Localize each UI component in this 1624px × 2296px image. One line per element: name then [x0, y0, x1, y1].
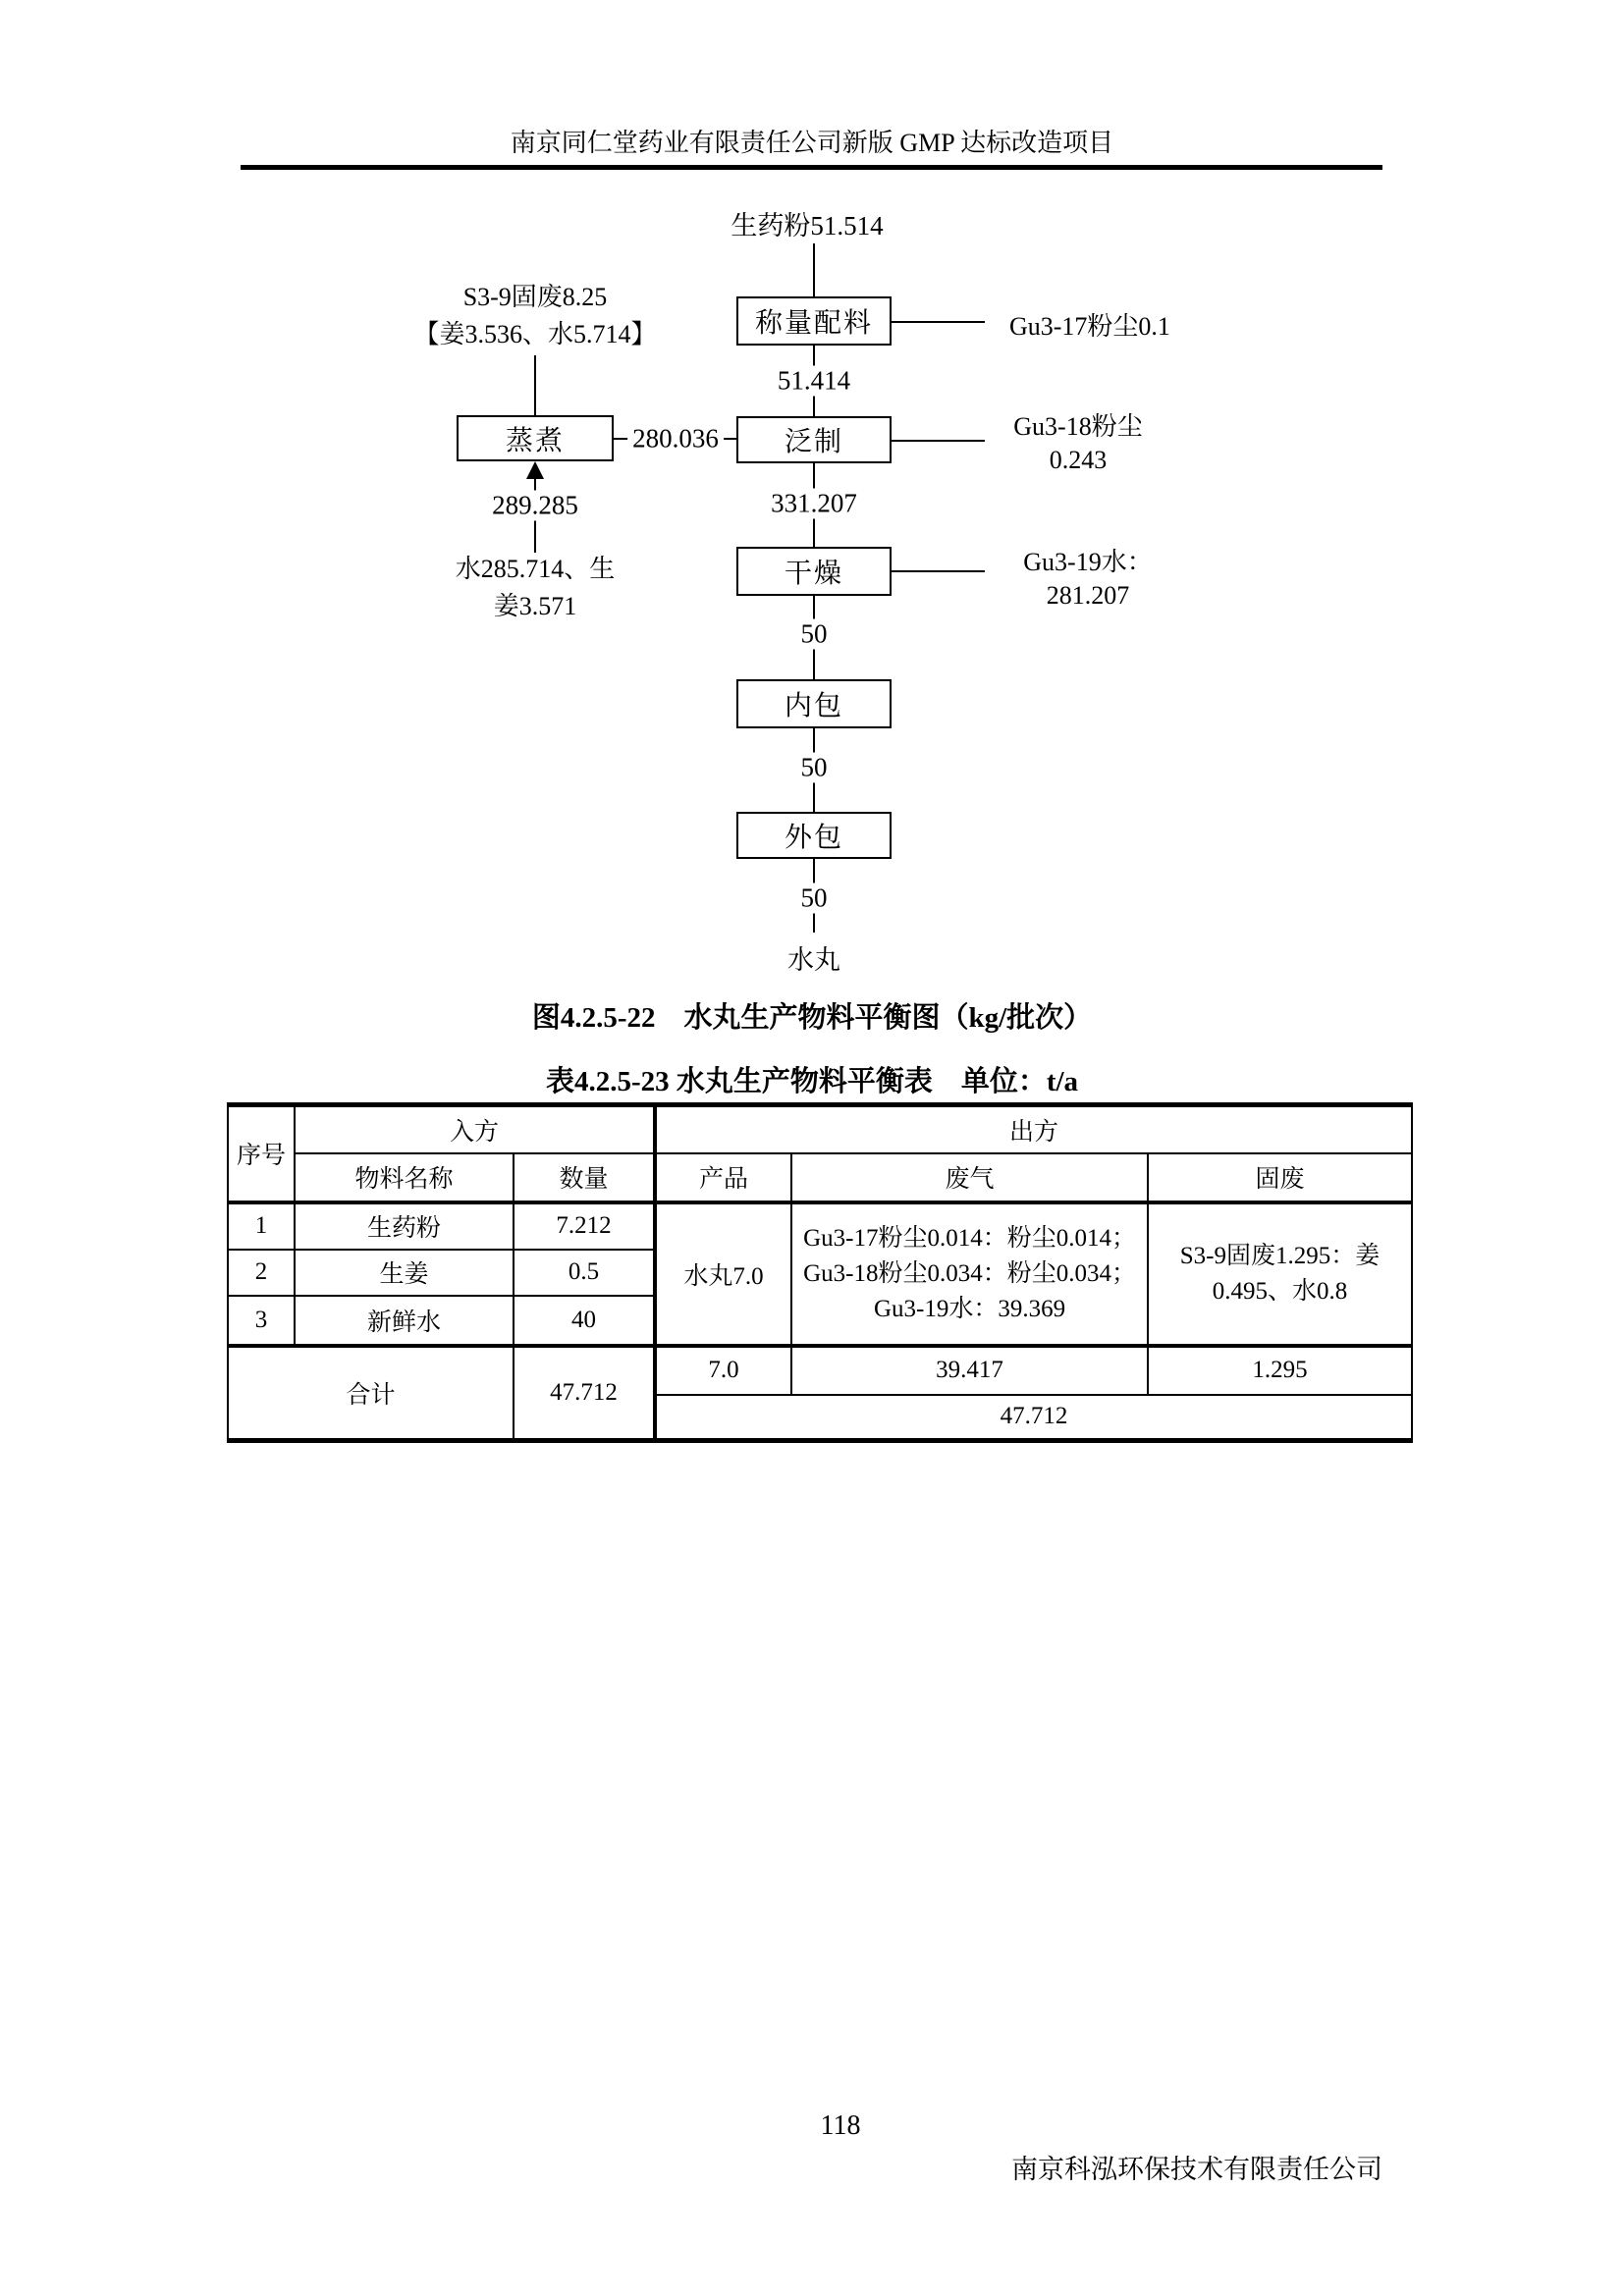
flow-source-label: 生药粉51.514 [731, 211, 884, 240]
header-quantity: 数量 [514, 1153, 655, 1202]
product-total-cell: 7.0 [655, 1346, 791, 1395]
waste-gas-detail-cell: Gu3-17粉尘0.014：粉尘0.014；Gu3-18粉尘0.034：粉尘0.034；Gu3-19水：39.369 [791, 1202, 1148, 1346]
gu17-connector-line [892, 321, 985, 323]
solid-waste-total-cell: 1.295 [1148, 1346, 1412, 1395]
page-header-title: 南京同仁堂药业有限责任公司新版 GMP 达标改造项目 [510, 129, 1114, 157]
process-box-drying: 干燥 [736, 547, 892, 596]
steam-input-source-line1: 水285.714、生 [455, 555, 616, 583]
row3-name: 新鲜水 [295, 1296, 514, 1346]
header-divider-rule [241, 165, 1382, 170]
header-index: 序号 [228, 1105, 295, 1202]
header-product: 产品 [655, 1153, 791, 1202]
process-box-fanzhi: 泛制 [736, 416, 892, 463]
row3-qty: 40 [514, 1296, 655, 1346]
process-box-weighing: 称量配料 [736, 296, 892, 346]
process-box-outer-pack: 外包 [736, 812, 892, 859]
process-box-inner-pack: 内包 [736, 679, 892, 728]
row1-no: 1 [228, 1202, 295, 1250]
flow-value-50c: 50 [796, 883, 833, 914]
row1-name: 生药粉 [295, 1202, 514, 1250]
solid-waste-detail-cell: S3-9固废1.295：姜0.495、水0.8 [1148, 1202, 1412, 1346]
flow-value-50b: 50 [796, 753, 833, 783]
input-total-cell: 47.712 [514, 1346, 655, 1441]
gu18-label [980, 410, 1176, 477]
row3-no: 3 [228, 1296, 295, 1346]
steam-top-connector-line [534, 355, 536, 415]
gu17-label: Gu3-17粉尘0.1 [1009, 312, 1170, 341]
flow-connector-line [813, 243, 815, 296]
row2-name: 生姜 [295, 1250, 514, 1296]
header-solid-waste: 固废 [1148, 1153, 1412, 1202]
flow-value-51414: 51.414 [773, 366, 855, 397]
gu18-connector-line [892, 440, 985, 442]
table-row [228, 1346, 1412, 1395]
waste-gas-total-cell: 39.417 [791, 1346, 1148, 1395]
process-box-steaming: 蒸煮 [457, 415, 614, 461]
table-caption: 表4.2.5-23 水丸生产物料平衡表 单位：t/a [545, 1066, 1079, 1097]
steam-output-line1: S3-9固废8.25 [462, 283, 608, 311]
gu18-label-line2: 0.243 [1049, 446, 1108, 474]
material-balance-table-wrapper [227, 1102, 1413, 1443]
steam-fanzhi-value: 280.036 [627, 424, 724, 454]
header-waste-gas: 废气 [791, 1153, 1148, 1202]
gu19-label-line2: 281.207 [1046, 581, 1130, 610]
gu19-label-line1: Gu3-19水： [1023, 548, 1153, 576]
flow-final-product-label: 水丸 [787, 945, 840, 975]
footer-company: 南京科泓环保技术有限责任公司 [1011, 2155, 1382, 2184]
header-output-group: 出方 [655, 1105, 1412, 1153]
figure-caption: 图4.2.5-22 水丸生产物料平衡图（kg/批次） [531, 1002, 1093, 1034]
table-row [228, 1202, 1412, 1250]
output-total-cell: 47.712 [655, 1395, 1412, 1441]
steam-input-source-label [388, 551, 682, 625]
arrow-up-icon [526, 461, 544, 479]
row2-no: 2 [228, 1250, 295, 1296]
material-balance-table [227, 1102, 1413, 1443]
flow-value-50a: 50 [796, 619, 833, 650]
product-cell: 水丸7.0 [655, 1202, 791, 1346]
gu19-label [990, 546, 1186, 613]
gu19-connector-line [892, 570, 985, 572]
steam-output-line2: 【姜3.536、水5.714】 [413, 320, 657, 348]
row1-qty: 7.212 [514, 1202, 655, 1250]
page-number: 118 [820, 2110, 861, 2141]
gu18-label-line1: Gu3-18粉尘 [1013, 412, 1143, 441]
steam-input-value: 289.285 [487, 491, 583, 521]
total-label-cell: 合计 [228, 1346, 514, 1441]
header-input-group: 入方 [295, 1105, 655, 1153]
flow-value-331207: 331.207 [766, 489, 862, 519]
header-material-name: 物料名称 [295, 1153, 514, 1202]
steam-output-label [388, 279, 682, 353]
row2-qty: 0.5 [514, 1250, 655, 1296]
steam-input-source-line2: 姜3.571 [493, 592, 577, 620]
